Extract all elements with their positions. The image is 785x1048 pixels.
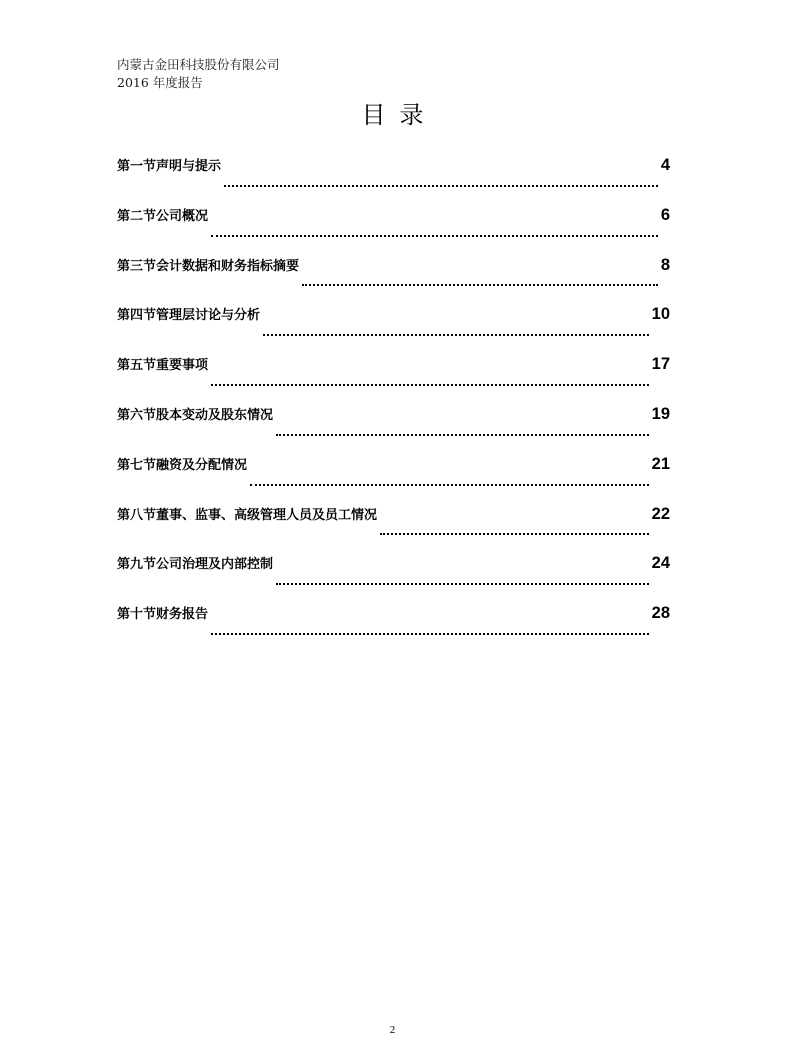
toc-entry-section-10[interactable]: [117, 601, 670, 651]
dot-leader: [211, 384, 649, 386]
toc-entry-section-5[interactable]: [117, 352, 670, 402]
toc-entry-page: 24: [651, 554, 670, 573]
toc-entry-page: 21: [651, 454, 670, 473]
dot-leader: [276, 434, 649, 436]
toc-entry-label: 第十节财务报告: [117, 607, 209, 623]
toc-entry-page: 4: [660, 156, 670, 174]
dot-leader: [263, 334, 649, 336]
toc-entry-page: 28: [651, 604, 670, 623]
toc-entry-label: 第二节公司概况: [117, 208, 209, 224]
dot-leader: [302, 284, 658, 286]
dot-leader: [250, 484, 649, 486]
toc-entry-section-8[interactable]: [117, 502, 670, 552]
toc-entry-section-4[interactable]: [117, 302, 670, 352]
dot-leader: [224, 185, 658, 187]
dot-leader: [276, 583, 649, 585]
toc-entry-label: 第三节会计数据和财务指标摘要: [117, 258, 300, 274]
dot-leader: [211, 235, 658, 237]
toc-entry-label: 第八节董事、监事、高级管理人员及员工情况: [117, 507, 378, 523]
toc-entry-section-6[interactable]: [117, 402, 670, 452]
toc-entry-label: 第九节公司治理及内部控制: [117, 557, 274, 573]
toc-entry-page: 22: [651, 504, 670, 523]
toc-entry-label: 第四节管理层讨论与分析: [117, 308, 261, 324]
toc-entry-section-7[interactable]: [117, 452, 670, 502]
toc-entry-page: 17: [651, 355, 670, 374]
toc-heading: 目录: [361, 101, 438, 129]
toc-entry-label: 第六节股本变动及股东情况: [117, 407, 274, 423]
toc-entry-section-2[interactable]: [117, 203, 670, 253]
table-of-contents: [117, 153, 670, 651]
toc-entry-label: 第一节声明与提示: [117, 159, 222, 174]
toc-entry-section-3[interactable]: [117, 253, 670, 303]
toc-entry-page: 19: [651, 404, 670, 423]
document-header: [117, 56, 280, 92]
company-name: 内蒙古金田科技股份有限公司: [117, 57, 280, 72]
dot-leader: [380, 533, 649, 535]
toc-entry-page: 8: [660, 255, 670, 274]
toc-entry-label: 第七节融资及分配情况: [117, 457, 248, 473]
toc-entry-section-1[interactable]: [117, 153, 670, 203]
toc-entry-page: 6: [660, 205, 670, 224]
page-number: 2: [389, 1024, 396, 1036]
toc-entry-label: 第五节重要事项: [117, 358, 209, 374]
toc-entry-section-9[interactable]: [117, 551, 670, 601]
toc-entry-page: 10: [651, 305, 670, 324]
dot-leader: [211, 633, 649, 635]
report-title: 2016 年度报告: [117, 75, 203, 90]
